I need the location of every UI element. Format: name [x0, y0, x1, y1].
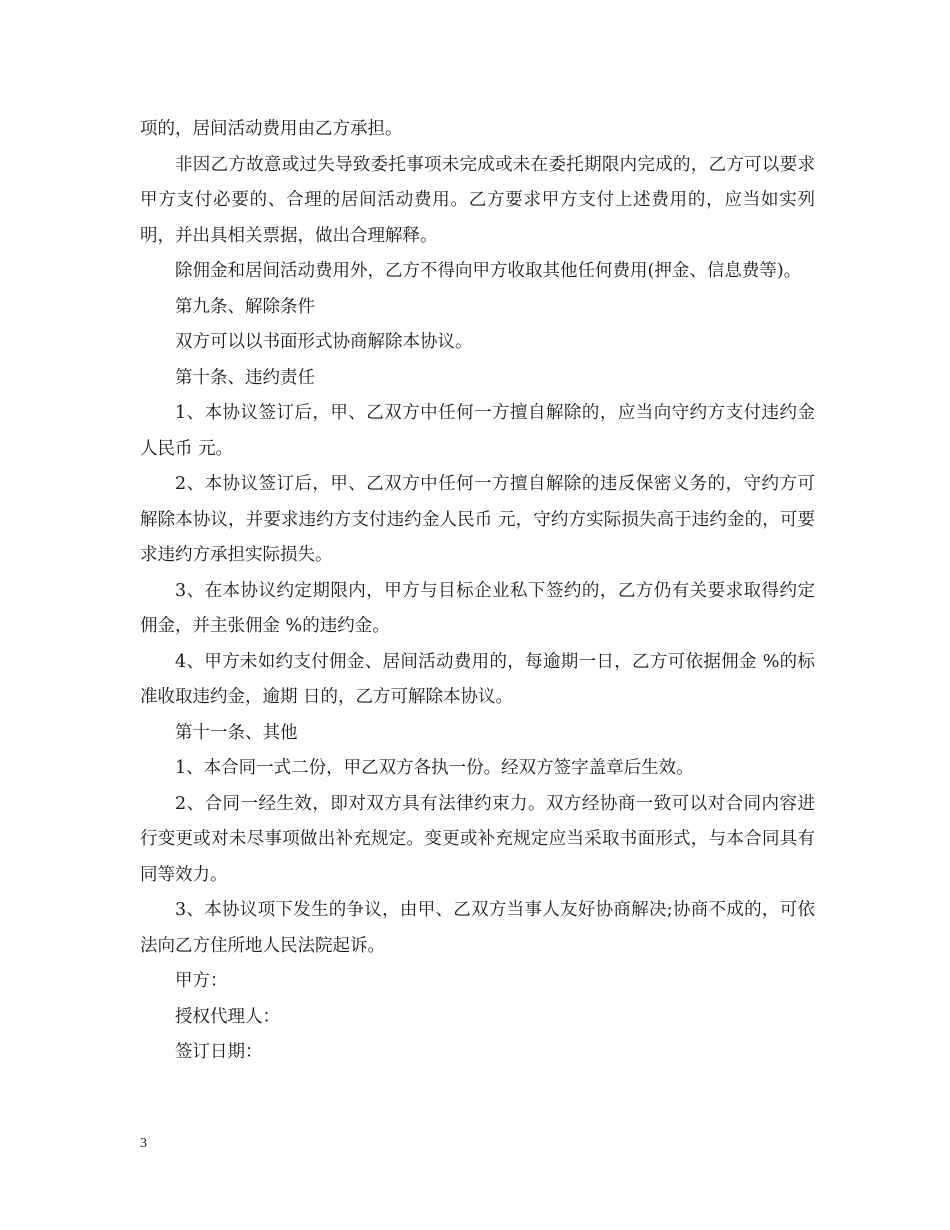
signature-authorized-agent: 授权代理人：	[175, 1006, 280, 1027]
page-number: 3	[140, 1136, 147, 1151]
paragraph-5: 双方可以以书面形式协商解除本协议。	[175, 332, 473, 352]
clause-10-3: 3、在本协议约定期限内，甲方与目标企业私下签约的，乙方仍有关要求取得约定佣金，并主张佣金 %的违约金。	[140, 580, 815, 636]
paragraph-1: 项的，居间活动费用由乙方承担。	[140, 119, 403, 139]
document-body	[140, 112, 815, 1071]
signature-party-a: 甲方：	[175, 971, 228, 991]
clause-11-1: 1、本合同一式二份，甲乙双方各执一份。经双方签字盖章后生效。	[175, 758, 694, 778]
section-heading-article-10: 第十条、违约责任	[175, 367, 315, 388]
paragraph-2: 非因乙方故意或过失导致委托事项未完成或未在委托期限内完成的，乙方可以要求甲方支付必要的、合理的居间活动费用。乙方要求甲方支付上述费用的，应当如实列明，并出具相关票据，做出合理解释。	[140, 154, 815, 246]
clause-10-4: 4、甲方未如约支付佣金、居间活动费用的，每逾期一日，乙方可依据佣金 %的标准收取违约金，逾期 日的，乙方可解除本协议。	[140, 651, 815, 707]
clause-11-3: 3、本协议项下发生的争议，由甲、乙双方当事人友好协商解决;协商不成的，可依法向乙方住所地人民法院起诉。	[140, 900, 815, 956]
section-heading-article-11: 第十一条、其他	[175, 722, 298, 743]
signature-date: 签订日期：	[175, 1042, 263, 1062]
section-heading-article-9: 第九条、解除条件	[175, 296, 315, 317]
clause-10-1: 1、本协议签订后，甲、乙双方中任何一方擅自解除的，应当向守约方支付违约金人民币 元。	[140, 403, 815, 459]
clause-10-2: 2、本协议签订后，甲、乙双方中任何一方擅自解除的违反保密义务的，守约方可解除本协议，并要求违约方支付违约金人民币 元，守约方实际损失高于违约金的，可要求违约方承担实际损失。	[140, 474, 815, 565]
paragraph-3: 除佣金和居间活动费用外，乙方不得向甲方收取其他任何费用(押金、信息费等)。	[175, 261, 802, 281]
clause-11-2: 2、合同一经生效，即对双方具有法律约束力。双方经协商一致可以对合同内容进行变更或对未尽事项做出补充规定。变更或补充规定应当采取书面形式，与本合同具有同等效力。	[140, 793, 815, 885]
